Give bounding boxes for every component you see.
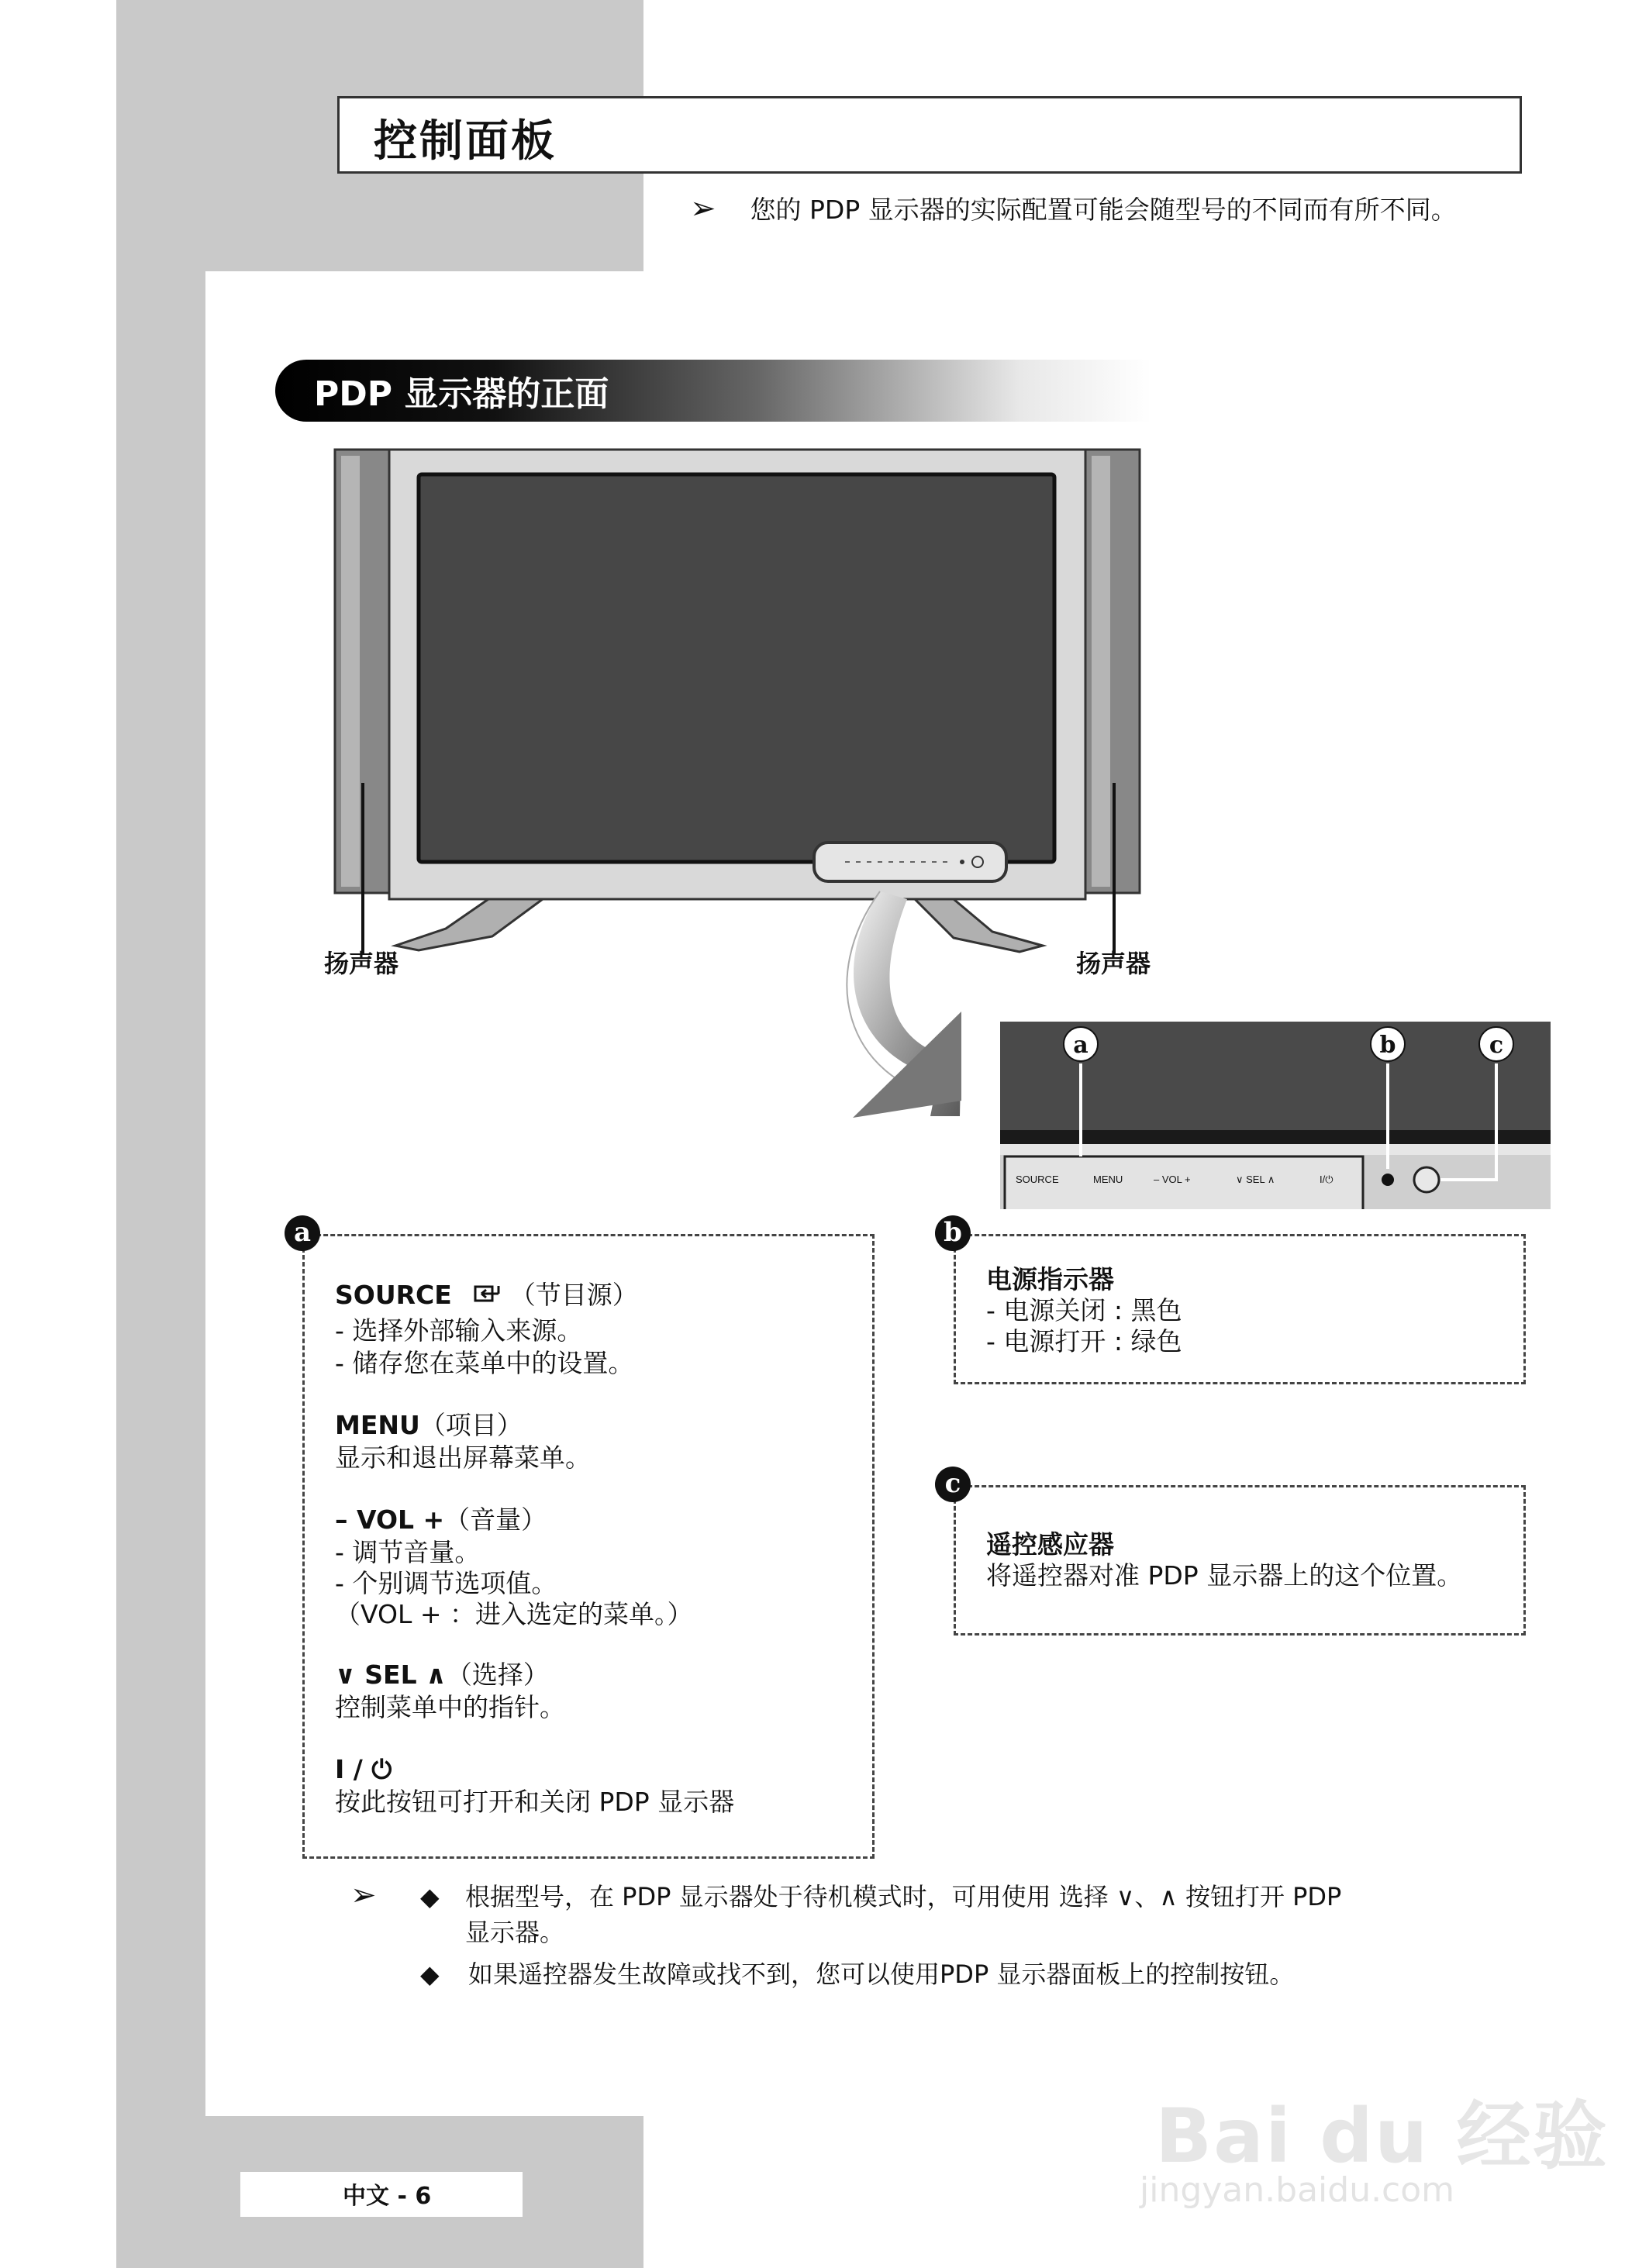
footnote-1-line-2: 显示器。 bbox=[465, 1918, 565, 1947]
section-title: PDP 显示器的正面 bbox=[314, 374, 609, 414]
footnote-2: 如果遥控器发生故障或找不到，您可以使用PDP 显示器面板上的控制按钮。 bbox=[468, 1960, 1295, 1989]
tv-illustration bbox=[310, 434, 1551, 1209]
source-line-1: - 选择外部输入来源。 bbox=[335, 1315, 583, 1346]
remote-sensor bbox=[1414, 1167, 1439, 1192]
footnote-1-line-1: 根据型号，在 PDP 显示器处于待机模式时，可用使用 选择 ∨、∧ 按钮打开 PDP bbox=[465, 1882, 1342, 1911]
indicator-title: 电源指示器 bbox=[986, 1264, 1114, 1294]
zoomed-control-panel bbox=[1000, 1022, 1551, 1209]
source-heading: SOURCE （节目源） bbox=[335, 1280, 638, 1310]
vol-line-2: - 个别调节选项值。 bbox=[335, 1568, 557, 1598]
indicator-line-1: - 电源关闭 : 黑色 bbox=[986, 1295, 1182, 1325]
footnote-bullet-icon: ◆ bbox=[420, 1882, 440, 1911]
stand-left-foot bbox=[395, 899, 543, 950]
sel-heading: ∨ SEL ∧（选择） bbox=[335, 1660, 549, 1690]
badge-c: c bbox=[935, 1467, 971, 1502]
power-indicator-led bbox=[1382, 1174, 1394, 1186]
tv-screen bbox=[419, 474, 1054, 862]
indicator-line-2: - 电源打开 : 绿色 bbox=[986, 1326, 1182, 1356]
top-note bbox=[690, 190, 1457, 226]
vol-heading: – VOL +（音量） bbox=[335, 1505, 547, 1535]
top-note-text: 您的 PDP 显示器的实际配置可能会随型号的不同而有所不同。 bbox=[750, 195, 1457, 225]
page-title: 控制面板 bbox=[374, 116, 557, 167]
panel-power-label: I/⏻ bbox=[1320, 1174, 1333, 1185]
source-input-icon bbox=[474, 1282, 502, 1305]
speaker-left-label: 扬声器 bbox=[324, 949, 399, 978]
page-number: 中文 - 6 bbox=[343, 2183, 432, 2210]
left-speaker-highlight bbox=[341, 456, 360, 887]
badge-a: a bbox=[285, 1215, 320, 1251]
stand-right-foot bbox=[915, 899, 1043, 952]
power-heading: I / ⏻ bbox=[335, 1754, 392, 1784]
badge-b: b bbox=[935, 1215, 971, 1251]
zoom-badge-b: b bbox=[1379, 1032, 1396, 1059]
menu-heading: MENU（项目） bbox=[335, 1410, 523, 1440]
sensor-title: 遥控感应器 bbox=[986, 1529, 1114, 1560]
vol-line-3: （VOL + ：进入选定的菜单。） bbox=[335, 1599, 693, 1629]
zoom-badge-c: c bbox=[1489, 1032, 1504, 1059]
menu-line-1: 显示和退出屏幕菜单。 bbox=[335, 1442, 591, 1473]
panel-vol-label: – VOL + bbox=[1154, 1174, 1191, 1185]
note-arrow-icon: ➢ bbox=[690, 191, 716, 226]
watermark-logo: Bai du 经验 bbox=[1155, 2093, 1609, 2180]
watermark-url: jingyan.baidu.com bbox=[1140, 2170, 1455, 2210]
footnote-bullet-icon: ◆ bbox=[420, 1960, 440, 1989]
footnote-arrow-icon: ➢ bbox=[350, 1877, 377, 1913]
panel-source-label: SOURCE bbox=[1016, 1174, 1059, 1185]
speaker-right-label: 扬声器 bbox=[1076, 949, 1151, 978]
zoom-badge-a: a bbox=[1073, 1032, 1089, 1059]
background-band-side bbox=[116, 0, 205, 2268]
vol-line-1: - 调节音量。 bbox=[335, 1537, 481, 1567]
panel-menu-label: MENU bbox=[1093, 1174, 1123, 1185]
panel-sel-label: ∨ SEL ∧ bbox=[1236, 1174, 1275, 1185]
sel-line-1: 控制菜单中的指针。 bbox=[335, 1692, 565, 1722]
right-speaker-highlight bbox=[1092, 456, 1110, 887]
source-line-2: - 储存您在菜单中的设置。 bbox=[335, 1348, 634, 1378]
power-line-1: 按此按钮可打开和关闭 PDP 显示器 bbox=[335, 1787, 735, 1817]
sensor-line-1: 将遥控器对准 PDP 显示器上的这个位置。 bbox=[986, 1560, 1463, 1591]
